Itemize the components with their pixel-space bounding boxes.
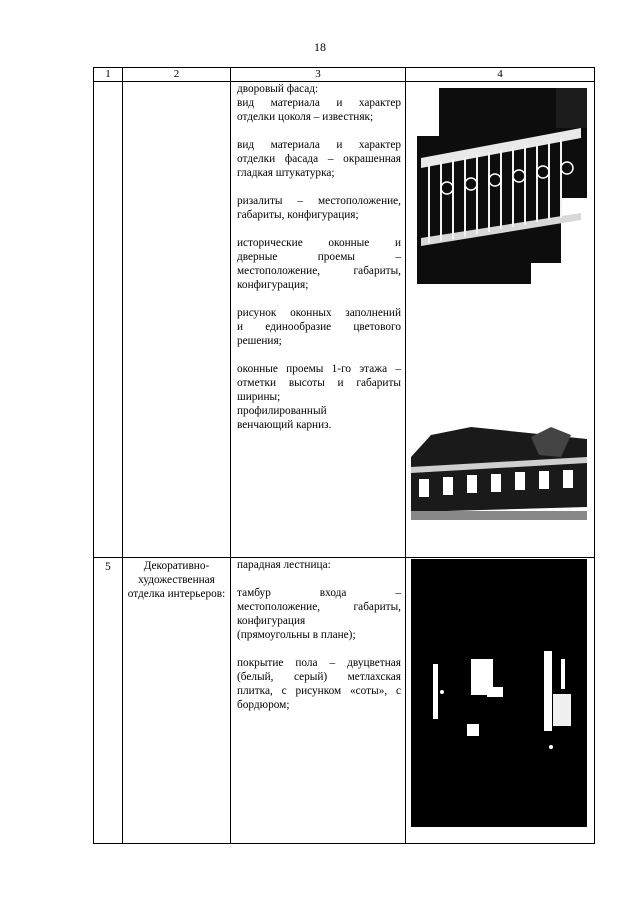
text-line: и единообразие цветового — [237, 321, 401, 333]
text-line: отметки высоты и габариты — [237, 377, 401, 389]
document-table — [93, 67, 595, 844]
building-courtyard-photo — [411, 427, 587, 520]
text-line: дворовый фасад: — [237, 83, 319, 95]
paragraph-main-staircase — [237, 558, 401, 572]
row-number-cell: 5 — [94, 558, 123, 844]
protected-features-cell — [231, 558, 406, 844]
photo-cell — [406, 82, 595, 558]
text-line: венчающий карниз. — [237, 419, 332, 431]
paragraph-facade-material — [237, 138, 401, 180]
element-name-cell — [123, 82, 231, 558]
text-line: тамбур входа – — [237, 587, 401, 599]
text-line: (прямоугольны в плане); — [237, 629, 356, 641]
text-line: решения; — [237, 335, 282, 347]
paragraph-risalits — [237, 194, 401, 222]
staircase-interior-photo — [411, 559, 587, 827]
text-line: бордюром; — [237, 699, 290, 711]
text-line: конфигурация — [237, 615, 306, 627]
text-line: дверные проемы – — [237, 251, 401, 263]
table-row — [94, 82, 595, 558]
table-row — [94, 558, 595, 844]
text-line: местоположение, габариты, — [237, 601, 401, 613]
header-col-4: 4 — [406, 68, 595, 82]
page-number: 18 — [314, 40, 326, 54]
text-line: конфигурация; — [237, 279, 309, 291]
element-name-cell: Декоративно-художественная отделка интерьеров: — [123, 558, 231, 844]
paragraph-first-floor-windows — [237, 362, 401, 432]
paragraph-plinth-material — [237, 96, 401, 124]
text-line: парадная лестница: — [237, 559, 331, 571]
text-line: отделки фасада – окрашенная — [237, 153, 401, 165]
paragraph-courtyard-facade — [237, 82, 401, 96]
protected-features-cell — [231, 82, 406, 558]
text-line: оконные проемы 1-го этажа – — [237, 363, 401, 375]
text-line: гладкая штукатурка; — [237, 167, 335, 179]
paragraph-floor-covering — [237, 656, 401, 712]
paragraph-window-fillings — [237, 306, 401, 348]
fence-photo — [411, 88, 587, 284]
photo-cell — [406, 558, 595, 844]
text-line: плитка, с рисунком «соты», с — [237, 685, 401, 697]
text-line: местоположение, габариты, — [237, 265, 401, 277]
text-line: отделки цоколя – известняк; — [237, 111, 374, 123]
text-line: профилированный — [237, 405, 327, 417]
text-line: покрытие пола – двуцветная — [237, 657, 401, 669]
table-header-row — [94, 68, 595, 82]
text-line: рисунок оконных заполнений — [237, 307, 401, 319]
text-line: габариты, конфигурация; — [237, 209, 359, 221]
row-number-cell — [94, 82, 123, 558]
text-line: ширины; — [237, 391, 281, 403]
header-col-1: 1 — [94, 68, 123, 82]
text-line: вид материала и характер — [237, 139, 401, 151]
text-line: исторические оконные и — [237, 237, 401, 249]
text-line: (белый, серый) метлахская — [237, 671, 401, 683]
paragraph-historic-openings — [237, 236, 401, 292]
header-col-2: 2 — [123, 68, 231, 82]
text-line: ризалиты – местоположение, — [237, 195, 401, 207]
header-col-3: 3 — [231, 68, 406, 82]
paragraph-entrance-vestibule — [237, 586, 401, 642]
text-line: вид материала и характер — [237, 97, 401, 109]
